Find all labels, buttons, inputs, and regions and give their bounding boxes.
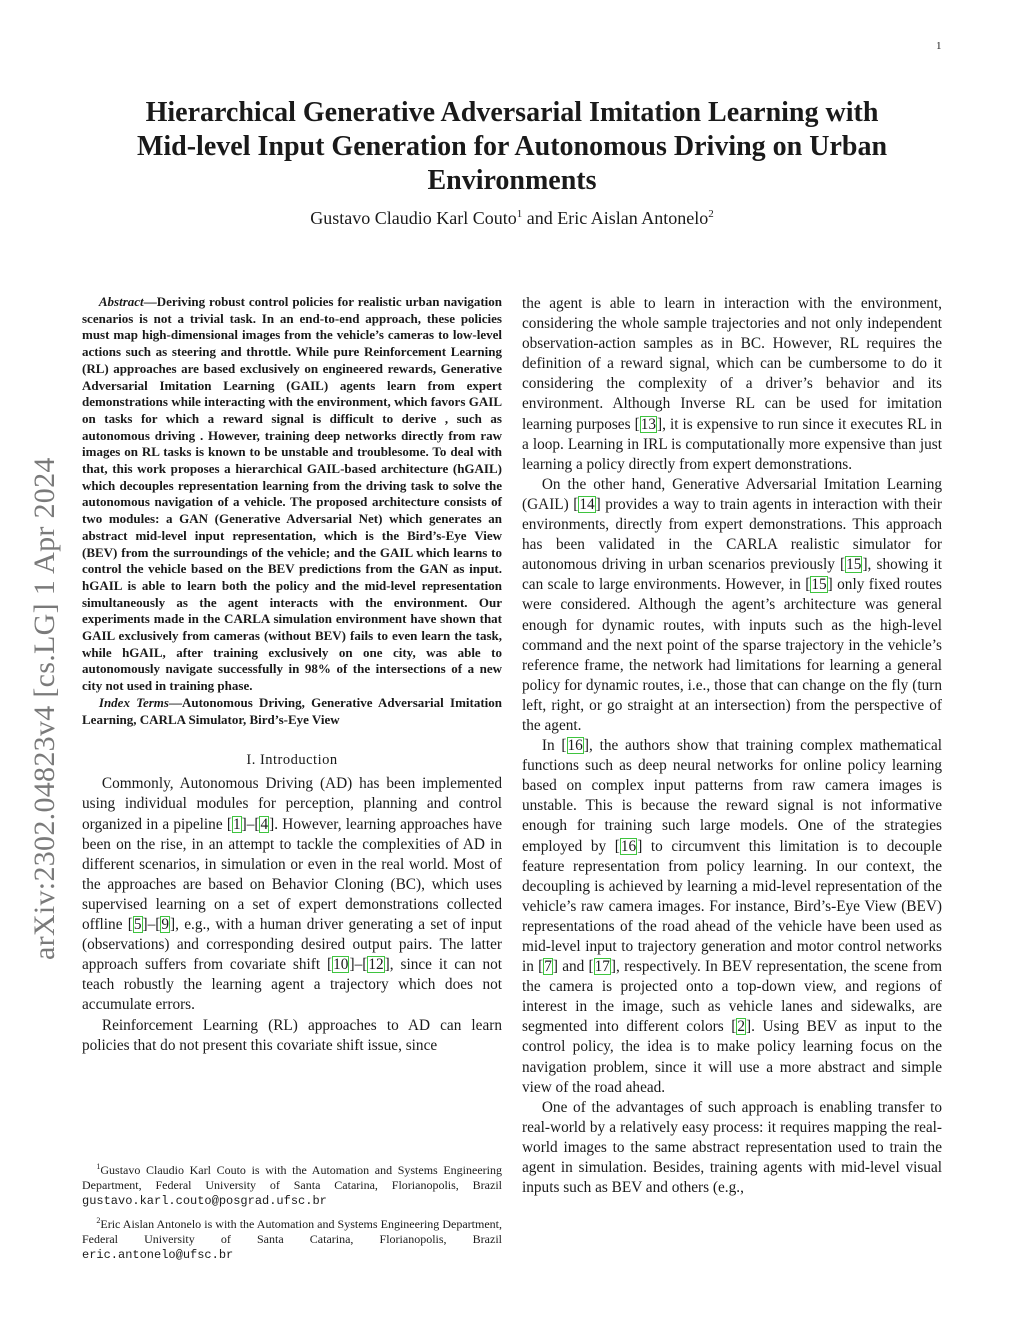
abstract-label: Abstract: [98, 294, 144, 309]
abstract-text: —Deriving robust control policies for realistic urban navigation scenarios is not a trivial task. In an end-to-end approach, these policies must map high-dimensional images from the vehicle’s cameras to low-level actions such as steering and throttle. While pure Reinforcement Learning (RL) approaches are based exclusively on engineered rewards, Generative Adversarial Imitation Learning (GAIL) agents learn from expert demonstrations while interacting with the environment, which favors GAIL on tasks for which a reward signal is difficult to derive , such as autonomous driving . However, training deep networks directly from raw images on RL tasks is known to be unstable and troublesome. To deal with that, this work proposes a hierarchical GAIL-based architecture (hGAIL) which decouples representation learning from the driving task to solve the autonomous navigation of a vehicle. The proposed architecture consists of two modules: a GAN (Generative Adversarial Net) which generates an abstract mid-level input representation, which is the Bird’s-Eye View (BEV) from the surroundings of the vehicle; and the GAIL which learns to control the vehicle based on the BEV predictions from the GAN as input. hGAIL is able to learn both the policy and the mid-level representation simultaneously as the agent interacts with the environment. Our experiments made in the CARLA simulation environment have shown that GAIL exclusively from cameras (without BEV) fails to even learn the task, while hGAIL, after training exclusively on one city, was able to autonomously navigate successfully in 98% of the intersections of a new city not used in training phase.: [82, 294, 502, 694]
right-paragraph-4: One of the advantages of such approach is enabling transfer to real-world by a relatively easy process: it requires mapping the real-world images to the same abstract representation used to train the agent in simulation. Besides, training agents with mid-level visual inputs such as BEV and others (e.g.,: [522, 1098, 942, 1197]
arxiv-stamp-container: [14, 260, 74, 960]
author-1-affiliation: 1: [516, 208, 523, 220]
citation-link[interactable]: 4: [260, 815, 269, 833]
authors: [110, 208, 914, 229]
right-paragraph-3: In [16], the authors show that training complex mathematical functions such as deep neural networks for online policy learning based on complex input patterns from raw camera images is unstable. This is because the reward signal is not informative enough for training such large models. One of the strategies employed by [16] to circumvent this limitation is to decouple feature representation from policy learning. In our context, the decoupling is achieved by learning a mid-level representation of the vehicle’s raw camera images. For instance, Bird’s-Eye View (BEV) representations of the road ahead of the vehicle have been used as mid-level input to trajectory generation and motor control networks in [7] and [17], respectively. In BEV representation, the scene from the camera is projected onto a top-down view, and regions of interest in the image, such as vehicle lanes and sidewalks, are segmented into different colors [2]. Using BEV as input to the control policy, the idea is to make policy learning focus on the navigation problem, since it will use a more abstract and simple view of the road ahead.: [522, 737, 942, 1096]
citation-link[interactable]: 13: [640, 415, 656, 433]
left-column: [82, 294, 502, 1056]
arxiv-stamp: arXiv:2302.04823v4 [cs.LG] 1 Apr 2024: [28, 457, 61, 960]
citation-link[interactable]: 14: [579, 495, 595, 513]
right-column: [522, 294, 942, 1198]
title-line-1: Hierarchical Generative Adversarial Imitation Learning with: [145, 97, 879, 128]
abstract: [82, 294, 502, 695]
author-1: Gustavo Claudio Karl Couto: [310, 208, 517, 228]
index-terms: [82, 695, 502, 728]
index-terms-label: Index Terms: [98, 694, 169, 710]
citation-link[interactable]: 2: [737, 1018, 746, 1036]
paper-title: [110, 96, 914, 198]
footnote-2: $^2$Eric Aislan Antonelo is with the Automation and Systems Engineering Department, Federal University of Santa Catarina, Florianopolis, Brazil eric.antonelo@ufsc.br: [82, 1216, 502, 1262]
footnote-1: $^1$Gustavo Claudio Karl Couto is with the Automation and Systems Engineering Department, Federal University of Santa Catarina, Florianopolis, Brazil gustavo.karl.couto@posgrad.ufsc.br: [82, 1162, 502, 1208]
citation-link[interactable]: 1: [232, 815, 241, 833]
citation-link[interactable]: 15: [846, 556, 862, 574]
right-paragraph-1: the agent is able to learn in interaction with the environment, considering the whole sample trajectories and not only independent observation-action samples as in BC. However, RL requires the definition of a reward signal, which can be cumbersome to do it considering the complexity of a driver’s behavior and its environment. Although Inverse RL can be used for imitation learning purposes [13], it is expensive to run since it executes RL in a loop. Learning in IRL is computationally more expensive than just learning a policy directly from expert demonstrations.: [522, 295, 942, 473]
footnotes: [82, 1159, 502, 1267]
title-line-2: Mid-level Input Generation for Autonomous Driving on Urban: [136, 131, 888, 162]
right-paragraph-2: On the other hand, Generative Adversarial Imitation Learning (GAIL) [14] provides a way to train agents in interaction with their environments, directly from expert demonstrations. This approach has been validated in the CARLA realistic simulator for autonomous driving in urban scenarios previously [15], showing it can scale to large environments. However, in [15] only fixed routes were considered. Although the agent’s architecture was general enough for dynamic routes, with inputs such as the high-level command and the next point of the sparse trajectory in the vehicle’s reference frame, the network had limitations for learning a general policy for dynamic routes, i.e., those that can change on the fly (turn left, right, or go straight at an intersection) from the perspective of the agent.: [522, 475, 943, 734]
email-link-1[interactable]: gustavo.karl.couto@posgrad.ufsc.br: [82, 1194, 327, 1208]
email-link-2[interactable]: eric.antonelo@ufsc.br: [82, 1248, 234, 1262]
citation-link[interactable]: 16: [620, 837, 637, 855]
title-line-3: Environments: [427, 165, 597, 196]
intro-paragraph-1: Commonly, Autonomous Driving (AD) has been implemented using individual modules for perception, planning and control organized in a pipeline [1]–[4]. However, learning approaches have been on the rise, in an attempt to tackle the complexities of AD in different scenarios, in simulation or even in the real world. Most of the approaches are based on Behavior Cloning (BC), which uses supervised learning on a set of expert demonstrations collected offline [5]–[9], e.g., with a human driver generating a set of input (observations) and corresponding desired output pairs. The latter approach suffers from covariate shift [10]–[12], since it can not teach robustly the learning agent a trajectory which does not accumulate errors.: [82, 775, 502, 1014]
page-number: 1: [936, 40, 942, 52]
citation-link[interactable]: 5: [133, 916, 142, 934]
author-2: and Eric Aislan Antonelo: [522, 208, 709, 228]
intro-paragraph-2: Reinforcement Learning (RL) approaches to AD can learn policies that do not present this covariate shift issue, since: [82, 1016, 502, 1054]
citation-link[interactable]: 17: [594, 958, 610, 976]
section-heading-introduction: I. Introduction: [246, 752, 338, 769]
citation-link[interactable]: 9: [161, 916, 170, 934]
citation-link[interactable]: 12: [368, 956, 384, 974]
citation-link[interactable]: 16: [567, 737, 583, 755]
index-terms-text: —Autonomous Driving, Generative Adversarial Imitation Learning, CARLA Simulator, Bird’s-Eye View: [82, 694, 503, 727]
citation-link[interactable]: 7: [544, 958, 552, 976]
citation-link[interactable]: 15: [811, 576, 827, 594]
author-2-affiliation: 2: [708, 208, 714, 220]
citation-link[interactable]: 10: [333, 956, 349, 974]
